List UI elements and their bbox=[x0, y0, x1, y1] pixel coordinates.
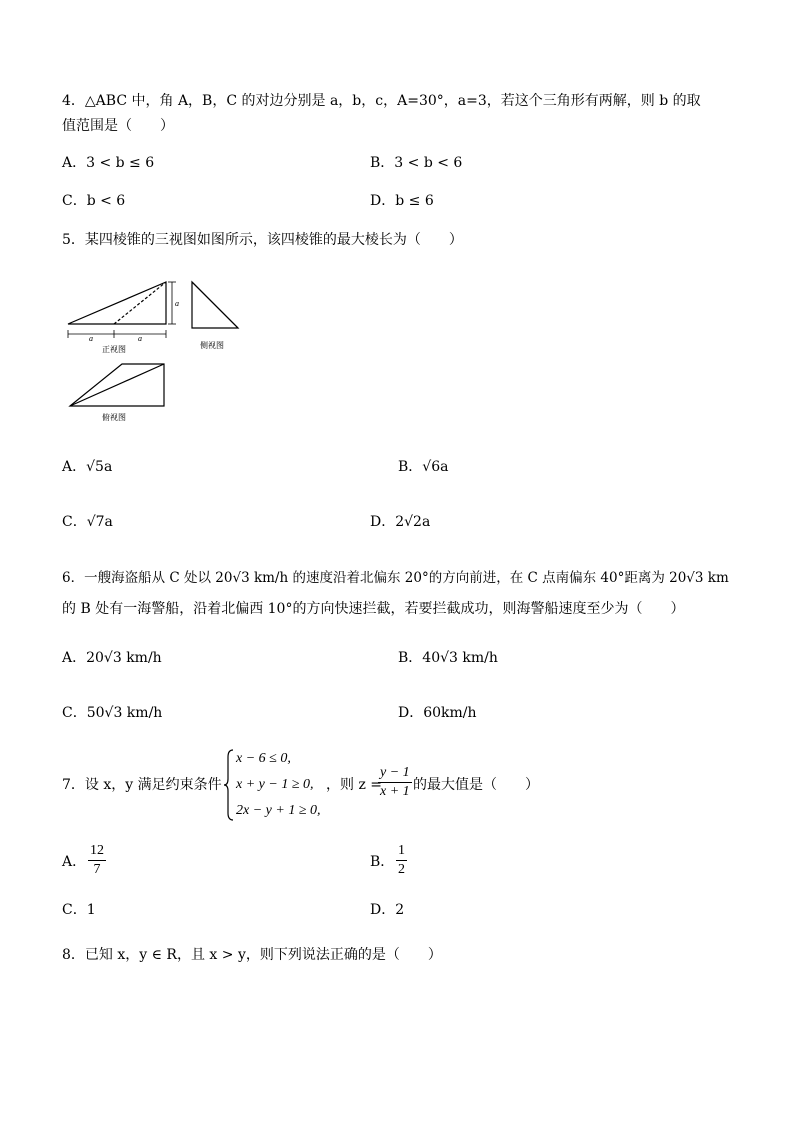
q5-option-a: A．√5a bbox=[62, 459, 113, 475]
q4-option-a: A．3 < b ≤ 6 bbox=[62, 155, 155, 171]
q5-option-d: D．2√2a bbox=[370, 514, 431, 530]
objective-denominator: x + 1 bbox=[380, 784, 410, 799]
constraint-brace bbox=[224, 749, 234, 821]
constraint-3: 2x − y + 1 ≥ 0, bbox=[236, 803, 321, 818]
q8-stem: 8．已知 x，y ∈ R，且 x > y，则下列说法正确的是（ ） bbox=[62, 947, 442, 963]
q7-option-b-num: 1 bbox=[396, 842, 407, 861]
q4-option-c: C．b < 6 bbox=[62, 193, 126, 209]
q6-option-d: D．60km/h bbox=[398, 705, 477, 721]
q7-option-b-label: B． bbox=[370, 854, 395, 870]
top-view-label: 俯视图 bbox=[102, 413, 126, 422]
q5-stem: 5．某四棱锥的三视图如图所示，该四棱锥的最大棱长为（ ） bbox=[62, 232, 463, 248]
q4-stem-line2: 值范围是（ ） bbox=[62, 118, 174, 134]
q7-stem-suffix: 的最大值是（ ） bbox=[413, 777, 539, 793]
side-view-label: 侧视图 bbox=[200, 341, 224, 350]
q4-stem-line1: 4．△ABC 中，角 A，B，C 的对边分别是 a，b，c，A=30°，a=3，若这个三角形有两解，则 b 的取 bbox=[62, 93, 701, 109]
q7-stem-mid: ，则 z = bbox=[326, 777, 383, 793]
q4-option-d: D．b ≤ 6 bbox=[370, 193, 434, 209]
q7-option-d: D．2 bbox=[370, 902, 405, 918]
front-a-label-left: a bbox=[89, 334, 93, 343]
q7-option-b-fraction bbox=[396, 842, 407, 879]
q7-option-a-num: 12 bbox=[88, 842, 106, 861]
q7-option-a-den: 7 bbox=[93, 862, 101, 877]
q6-option-b: B．40√3 km/h bbox=[398, 650, 498, 666]
q5-option-c: C．√7a bbox=[62, 514, 113, 530]
q5-option-b: B．√6a bbox=[398, 459, 449, 475]
front-a-label-right: a bbox=[138, 334, 142, 343]
front-view-shape bbox=[68, 282, 166, 324]
q7-option-b-den: 2 bbox=[398, 862, 405, 877]
constraint-1: x − 6 ≤ 0, bbox=[236, 751, 291, 766]
q6-option-a: A．20√3 km/h bbox=[62, 650, 162, 666]
q6-stem-line1: 6．一艘海盗船从 C 处以 20√3 km/h 的速度沿着北偏东 20°的方向前进，在 C 点南偏东 40°距离为 20√3 km bbox=[62, 570, 729, 586]
three-view-figure bbox=[62, 268, 262, 428]
q7-option-a-label: A． bbox=[62, 854, 87, 870]
front-view-label: 正视图 bbox=[102, 345, 126, 354]
q6-option-c: C．50√3 km/h bbox=[62, 705, 163, 721]
front-view-dashed bbox=[114, 282, 166, 324]
q4-option-b: B．3 < b < 6 bbox=[370, 155, 463, 171]
q7-stem-prefix: 7．设 x，y 满足约束条件 bbox=[62, 777, 222, 793]
q6-stem-line2: 的 B 处有一海警船，沿着北偏西 10°的方向快速拦截，若要拦截成功，则海警船速度至少为（ ） bbox=[62, 601, 685, 617]
q7-option-a-fraction bbox=[88, 842, 106, 879]
constraint-2: x + y − 1 ≥ 0, bbox=[236, 777, 314, 792]
front-a-label-height: a bbox=[175, 299, 179, 308]
objective-fraction bbox=[378, 764, 412, 801]
q7-option-c: C．1 bbox=[62, 902, 96, 918]
objective-numerator: y − 1 bbox=[378, 764, 412, 783]
